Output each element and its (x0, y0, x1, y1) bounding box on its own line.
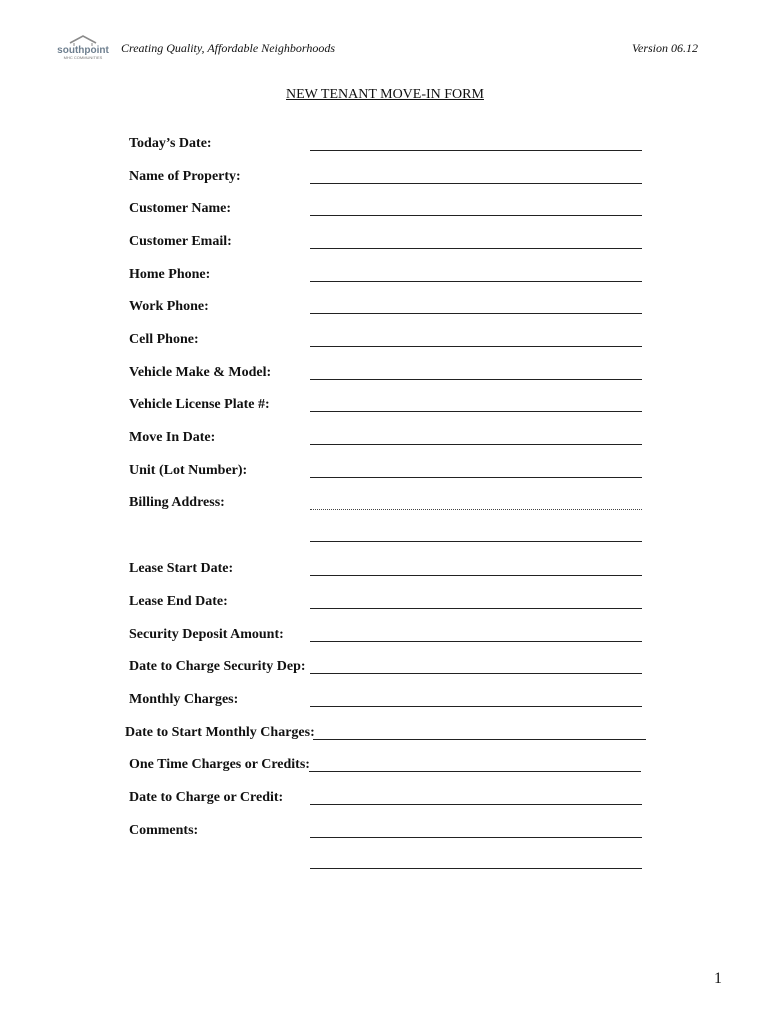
fill-in-line[interactable] (310, 804, 642, 805)
fill-in-line[interactable] (310, 477, 642, 478)
form-title: NEW TENANT MOVE-IN FORM (286, 87, 484, 102)
fill-in-line[interactable] (310, 248, 642, 249)
fill-in-line[interactable] (310, 608, 642, 609)
field-todays-date (129, 136, 649, 156)
field-lease-start-date (129, 561, 649, 581)
fill-in-line[interactable] (310, 509, 642, 510)
form-version: Version 06.12 (632, 41, 698, 55)
field-move-in-date (129, 430, 649, 450)
southpoint-logo (52, 34, 114, 60)
field-vehicle-make-model (129, 365, 649, 385)
page-header (0, 0, 770, 70)
billing-address-second-line[interactable] (310, 541, 642, 542)
field-label: Name of Property: (129, 169, 241, 184)
comments-second-line[interactable] (310, 868, 642, 869)
field-label: Monthly Charges: (129, 692, 239, 707)
field-label: Date to Charge Security Dep: (129, 659, 306, 674)
fill-in-line[interactable] (310, 215, 642, 216)
fill-in-line[interactable] (310, 150, 642, 151)
field-vehicle-license-plate (129, 397, 649, 417)
field-label: Move In Date: (129, 430, 216, 445)
fill-in-line[interactable] (309, 771, 641, 772)
field-label: Unit (Lot Number): (129, 463, 248, 478)
fill-in-line[interactable] (310, 411, 642, 412)
fill-in-line[interactable] (310, 313, 642, 314)
company-tagline: Creating Quality, Affordable Neighborhoods (121, 41, 336, 55)
field-label: Comments: (129, 823, 199, 838)
field-label: One Time Charges or Credits: (129, 757, 310, 772)
field-work-phone (129, 299, 649, 319)
fill-in-line[interactable] (310, 575, 642, 576)
field-date-to-start-monthly-charges (125, 725, 649, 745)
fill-in-line[interactable] (310, 444, 642, 445)
field-label: Today’s Date: (129, 136, 212, 151)
fill-in-line[interactable] (310, 281, 642, 282)
field-unit-lot-number (129, 463, 649, 483)
field-label: Lease End Date: (129, 594, 228, 609)
fill-in-line[interactable] (310, 379, 642, 380)
fill-in-line[interactable] (310, 346, 642, 347)
svg-text:MHC COMMUNITIES: MHC COMMUNITIES (63, 55, 103, 60)
field-label: Date to Charge or Credit: (129, 790, 284, 805)
svg-text:southpoint: southpoint (57, 45, 109, 56)
field-label: Vehicle Make & Model: (129, 365, 272, 380)
field-customer-email (129, 234, 649, 254)
field-name-of-property (129, 169, 649, 189)
field-label: Cell Phone: (129, 332, 199, 347)
fill-in-line[interactable] (310, 837, 642, 838)
house-roof-icon (52, 34, 114, 60)
field-cell-phone (129, 332, 649, 352)
page-number: 1 (714, 970, 722, 987)
field-date-to-charge-security-dep (129, 659, 649, 679)
fill-in-line[interactable] (310, 706, 642, 707)
field-label: Billing Address: (129, 495, 225, 510)
field-customer-name (129, 201, 649, 221)
field-date-to-charge-or-credit (129, 790, 649, 810)
field-label: Work Phone: (129, 299, 209, 314)
field-security-deposit-amount (129, 627, 649, 647)
field-billing-address (129, 495, 649, 515)
field-one-time-charges-or-credits (129, 757, 649, 777)
field-home-phone (129, 267, 649, 287)
fill-in-line[interactable] (310, 183, 642, 184)
field-label: Customer Email: (129, 234, 232, 249)
field-lease-end-date (129, 594, 649, 614)
fill-in-line[interactable] (313, 739, 646, 740)
field-label: Security Deposit Amount: (129, 627, 284, 642)
fill-in-line[interactable] (310, 641, 642, 642)
field-label: Customer Name: (129, 201, 231, 216)
field-label: Date to Start Monthly Charges: (125, 725, 315, 740)
fill-in-line[interactable] (310, 673, 642, 674)
field-label: Lease Start Date: (129, 561, 234, 576)
field-comments (129, 823, 649, 843)
field-monthly-charges (129, 692, 649, 712)
field-label: Home Phone: (129, 267, 211, 282)
field-label: Vehicle License Plate #: (129, 397, 270, 412)
